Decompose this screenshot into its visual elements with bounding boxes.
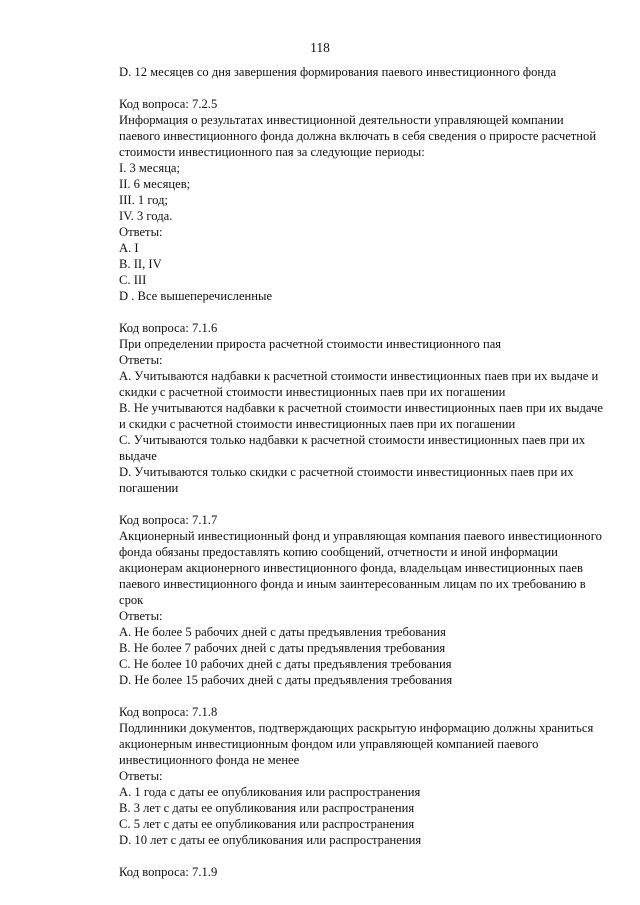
question-code: Код вопроса: 7.1.7 (119, 513, 218, 527)
question-code: Код вопроса: 7.1.8 (119, 705, 218, 719)
question-code: Код вопроса: 7.1.9 (119, 865, 218, 879)
answer-option: D. 10 лет с даты ее опубликования или распространения (119, 833, 422, 847)
question-code: Код вопроса: 7.2.5 (119, 97, 218, 111)
question-code: Код вопроса: 7.1.6 (119, 321, 218, 335)
question-text-line: срок (119, 593, 144, 607)
answer-option: C. Учитываются только надбавки к расчетной стоимости инвестиционных паев при их (119, 433, 586, 447)
answer-option: B. Не более 7 рабочих дней с даты предъявления требования (119, 641, 446, 655)
answer-option: C. III (119, 273, 147, 287)
question-text-line: акционерным инвестиционным фондом или управляющей компанией паевого (119, 737, 539, 751)
question-text-line: инвестиционного фонда не менее (119, 753, 300, 767)
answer-option: A. Учитываются надбавки к расчетной стоимости инвестиционных паев при их выдаче и (119, 369, 599, 383)
question-block (119, 864, 619, 880)
answers-label: Ответы: (119, 353, 163, 367)
question-text-line: стоимости инвестиционного пая за следующие периоды: (119, 145, 425, 159)
answer-option: B. 3 лет с даты ее опубликования или распространения (119, 801, 415, 815)
question-text-line: фонда обязаны предоставлять копию сообщений, отчетности и иной информации (119, 545, 558, 559)
question-text-line: Информация о результатах инвестиционной деятельности управляющей компании (119, 113, 564, 127)
question-text-line: акционерам акционерного инвестиционного фонда, владельцам инвестиционных паев (119, 561, 583, 575)
question-text-line: III. 1 год; (119, 193, 169, 207)
question-text-line: паевого инвестиционного фонда и иным заинтересованным лицам по их требованию в (119, 577, 586, 591)
answer-option: и скидки с расчетной стоимости инвестиционных паев при их погашении (119, 417, 516, 431)
question-text-line: Акционерный инвестиционный фонд и управляющая компания паевого инвестиционного (119, 529, 602, 543)
answer-option: C. Не более 10 рабочих дней с даты предъявления требования (119, 657, 452, 671)
question-text-line: паевого инвестиционного фонда должна включать в себя сведения о приросте расчетной (119, 129, 597, 143)
answer-option: C. 5 лет с даты ее опубликования или распространения (119, 817, 415, 831)
question-text-line: При определении прироста расчетной стоимости инвестиционного пая (119, 337, 502, 351)
answers-label: Ответы: (119, 225, 163, 239)
answer-option: D . Все вышеперечисленные (119, 289, 273, 303)
answer-option: выдаче (119, 449, 157, 463)
answer-option: A. 1 года с даты ее опубликования или распространения (119, 785, 421, 799)
answer-option: скидки с расчетной стоимости инвестиционных паев при их погашении (119, 385, 506, 399)
answer-option: погашении (119, 481, 179, 495)
answer-option: D. Учитываются только скидки с расчетной стоимости инвестиционных паев при их (119, 465, 574, 479)
answer-option: D. Не более 15 рабочих дней с даты предъявления требования (119, 673, 453, 687)
question-text-line: IV. 3 года. (119, 209, 173, 223)
question-block (119, 704, 619, 848)
page-number: 118 (310, 40, 330, 55)
question-block (119, 320, 619, 496)
answer-option: A. I (119, 241, 139, 255)
intro-line: D. 12 месяцев со дня завершения формирования паевого инвестиционного фонда (119, 65, 557, 79)
answers-label: Ответы: (119, 769, 163, 783)
question-text-line: Подлинники документов, подтверждающих раскрытую информацию должны храниться (119, 721, 594, 735)
page-content (119, 64, 619, 880)
answer-option: A. Не более 5 рабочих дней с даты предъявления требования (119, 625, 446, 639)
question-text-line: I. 3 месяца; (119, 161, 181, 175)
answer-option: B. II, IV (119, 257, 162, 271)
answer-option: B. Не учитываются надбавки к расчетной стоимости инвестиционных паев при их выдаче (119, 401, 603, 415)
question-block (119, 96, 619, 304)
questions-list (119, 96, 619, 880)
answers-label: Ответы: (119, 609, 163, 623)
question-block (119, 512, 619, 688)
question-text-line: II. 6 месяцев; (119, 177, 191, 191)
